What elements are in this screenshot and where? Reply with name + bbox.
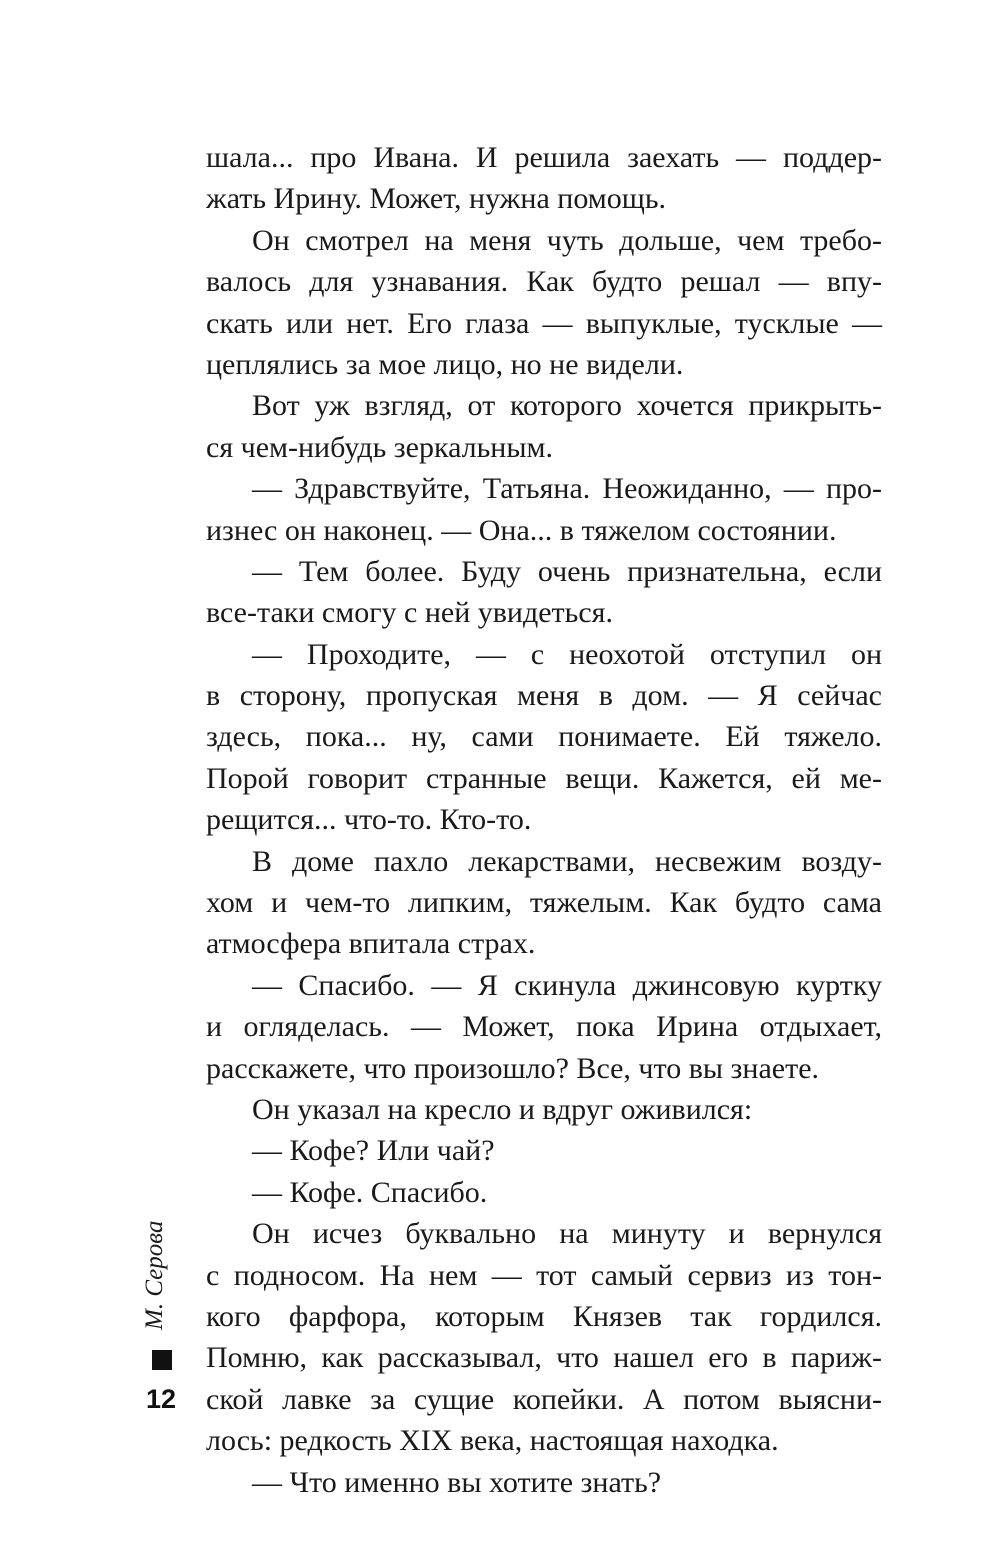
text-line: расскажете, что произошло? Все, что вы знаете. bbox=[206, 1051, 820, 1085]
text-line: все-таки смогу с ней увидеться. bbox=[206, 596, 613, 630]
text-line: в сторону, пропуская меня в дом. — Я сейчас bbox=[206, 679, 882, 713]
running-head-author: М. Серова bbox=[141, 1220, 168, 1330]
text-line: Он смотрел на меня чуть дольше, чем требо- bbox=[252, 223, 882, 257]
text-line: кого фарфора, которым Князев так гордился. bbox=[206, 1299, 882, 1333]
page-marker-square bbox=[152, 1350, 172, 1370]
text-line: атмосфера впитала страх. bbox=[206, 927, 536, 961]
text-line: ся чем-нибудь зеркальным. bbox=[206, 430, 553, 464]
text-line: — Кофе. Спасибо. bbox=[252, 1175, 488, 1209]
body-text bbox=[206, 137, 882, 1503]
text-line: жать Ирину. Может, нужна помощь. bbox=[206, 182, 667, 216]
text-line: цеплялись за мое лицо, но не видели. bbox=[206, 347, 684, 381]
text-line: Помню, как рассказывал, что нашел его в париж- bbox=[206, 1341, 882, 1375]
text-line: Он исчез буквально на минуту и вернулся bbox=[252, 1217, 882, 1251]
text-line: скать или нет. Его глаза — выпуклые, тусклые — bbox=[206, 306, 882, 340]
text-line: В доме пахло лекарствами, несвежим возду- bbox=[252, 844, 882, 878]
text-line: с подносом. На нем — тот самый сервиз из тон- bbox=[206, 1258, 882, 1292]
text-line: лось: редкость XIX века, настоящая находка. bbox=[206, 1424, 779, 1458]
text-line: — Что именно вы хотите знать? bbox=[252, 1465, 662, 1499]
text-line: — Здравствуйте, Татьяна. Неожиданно, — про- bbox=[252, 472, 882, 506]
page-number: 12 bbox=[146, 1384, 177, 1414]
text-line: Он указал на кресло и вдруг оживился: bbox=[252, 1092, 753, 1126]
text-line: шала... про Ивана. И решила заехать — поддер- bbox=[206, 141, 882, 174]
text-line: — Тем более. Буду очень признательна, если bbox=[252, 554, 882, 588]
text-line: ской лавке за сущие копейки. А потом выясни- bbox=[206, 1382, 882, 1416]
text-line: Порой говорит странные вещи. Кажется, ей ме- bbox=[206, 761, 882, 795]
text-line: Вот уж взгляд, от которого хочется прикрыть- bbox=[252, 389, 882, 423]
text-line: и огляделась. — Может, пока Ирина отдыхает, bbox=[206, 1010, 882, 1044]
text-line: изнес он наконец. — Она... в тяжелом состоянии. bbox=[206, 513, 837, 547]
text-line: — Кофе? Или чай? bbox=[252, 1134, 495, 1168]
text-line: — Проходите, — с неохотой отступил он bbox=[252, 637, 882, 671]
text-line: валось для узнавания. Как будто решал — впу- bbox=[206, 265, 882, 299]
text-line: здесь, пока... ну, сами понимаете. Ей тяжело. bbox=[206, 720, 882, 754]
text-line: — Спасибо. — Я скинула джинсовую куртку bbox=[252, 968, 882, 1002]
text-line: хом и чем-то липким, тяжелым. Как будто сама bbox=[206, 886, 882, 920]
text-line: рещится... что-то. Кто-то. bbox=[206, 803, 532, 837]
